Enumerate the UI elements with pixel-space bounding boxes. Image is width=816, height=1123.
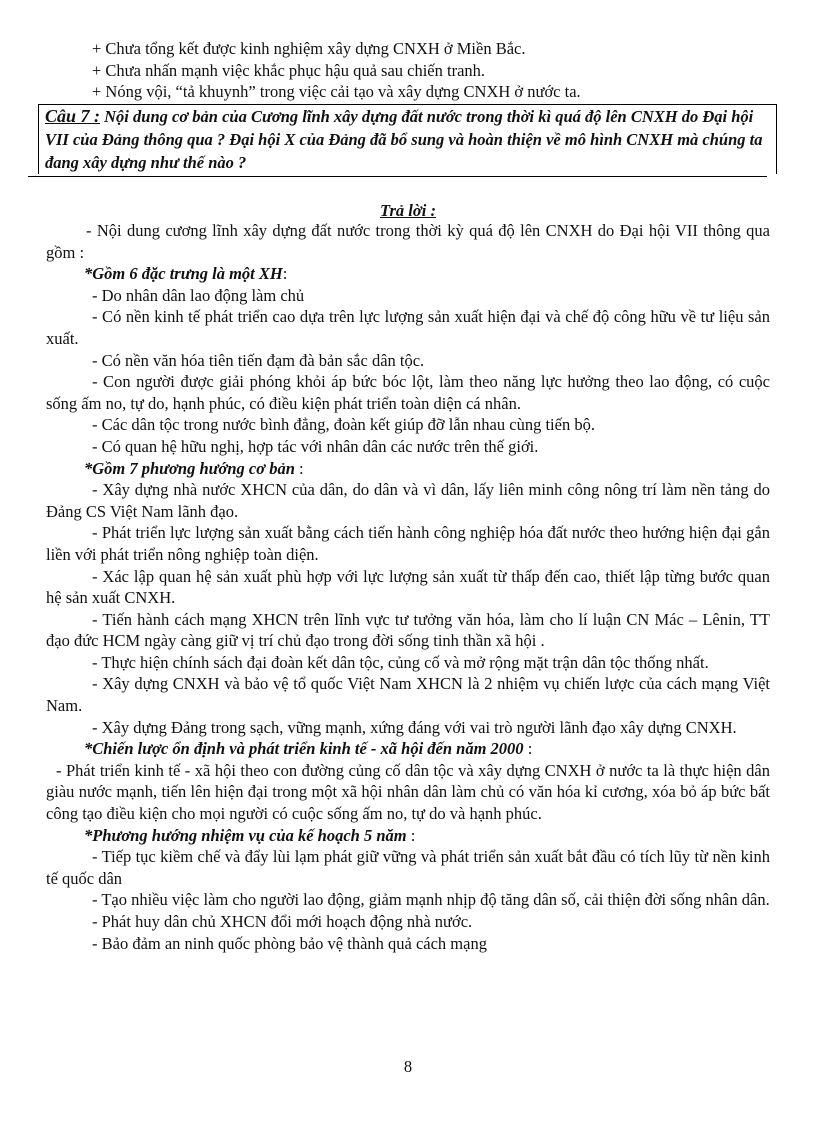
question-body: Nội dung cơ bản của Cương lĩnh xây dựng đất nước trong thời kì quá độ lên CNXH do Đại hội VII của Đảng thông qua ? Đại hội X của Đảng đã bổ sung và hoàn thiện về mô hình CNXH mà chúng ta đang xây dựng như thế nào ? <box>45 107 763 172</box>
list-item: - Tạo nhiều việc làm cho người lao động, giảm mạnh nhịp độ tăng dân số, cải thiện đời sống nhân dân. <box>92 890 770 910</box>
list-item: - Con người được giải phóng khỏi áp bức bóc lột, làm theo năng lực hưởng theo lao động, có cuộc sống ấm no, tự do, hạnh phúc, có điều kiện phát triển toàn diện cá nhân. <box>46 372 770 413</box>
list-item: - Tiếp tục kiềm chế và đẩy lùi lạm phát giữ vững và phát triển sản xuất bắt đầu có tích lũy từ nền kinh tế quốc dân <box>46 847 770 888</box>
list-item: - Thực hiện chính sách đại đoàn kết dân tộc, củng cố và mở rộng mặt trận dân tộc thống nhất. <box>92 652 709 672</box>
list-item: - Xây dựng Đảng trong sạch, vững mạnh, xứng đáng với vai trò người lãnh đạo xây dựng CNXH. <box>92 717 737 737</box>
list-item: - Có nền văn hóa tiên tiến đạm đà bản sắc dân tộc. <box>92 350 425 370</box>
section-heading: *Chiến lược ổn định và phát triển kinh tế - xã hội đến năm 2000 : <box>84 739 533 759</box>
list-item: - Phát triển lực lượng sản xuất bằng cách tiến hành công nghiệp hóa đất nước theo hướng hiện đại gắn liền với phát triển nông nghiệp toàn diện. <box>46 523 770 564</box>
previous-answer-bullets <box>92 38 782 103</box>
section-title: *Chiến lược ổn định và phát triển kinh tế - xã hội đến năm 2000 <box>84 739 524 759</box>
list-item: - Do nhân dân lao động làm chủ <box>92 285 305 305</box>
section-heading: *Phương hướng nhiệm vụ của kế hoạch 5 năm : <box>84 825 416 845</box>
list-item: - Các dân tộc trong nước bình đẳng, đoàn kết giúp đỡ lẫn nhau cùng tiến bộ. <box>92 415 595 435</box>
intro-paragraph: - Nội dung cương lĩnh xây dựng đất nước trong thời kỳ quá độ lên CNXH do Đại hội VII thông qua gồm : <box>46 221 770 262</box>
question-label: Câu 7 : <box>45 106 101 126</box>
list-item: - Xác lập quan hệ sản xuất phù hợp với lực lượng sản xuất từ thấp đến cao, thiết lập từng bước quan hệ sản xuất CNXH. <box>46 566 770 608</box>
list-item: - Xây dựng CNXH và bảo vệ tổ quốc Việt Nam XHCN là 2 nhiệm vụ chiến lược của cách mạng Việt Nam. <box>46 674 770 716</box>
list-item: - Phát huy dân chủ XHCN đổi mới hoạch động nhà nước. <box>92 912 473 931</box>
list-item: - Phát triển kinh tế - xã hội theo con đường củng cố dân tộc và xây dựng CNXH ở nước ta là thực hiện dân giàu nước mạnh, tiến lên hiện đại trong một xã hội nhân dân làm chủ có văn hóa kỉ cương, xóa bỏ áp bức bất công tạo điều kiện cho mọi người có cuộc sống ấm no, tự do và hạnh phúc. <box>46 760 770 824</box>
question-text <box>45 105 776 174</box>
section-title: *Gồm 6 đặc trưng là một XH <box>84 264 283 284</box>
answer-body <box>46 220 770 954</box>
list-item: - Bảo đảm an ninh quốc phòng bảo vệ thành quả cách mạng <box>92 933 487 953</box>
bullet-line: + Chưa tổng kết được kinh nghiệm xây dựng CNXH ở Miền Bắc. <box>92 39 526 58</box>
bullet-line: + Nóng vội, “tả khuynh” trong việc cải tạo và xây dựng CNXH ở nước ta. <box>92 82 581 102</box>
list-item: - Có quan hệ hữu nghị, hợp tác với nhân dân các nước trên thế giới. <box>92 436 539 456</box>
question-box-bottom-border <box>28 176 767 177</box>
question-box <box>38 104 777 174</box>
answer-heading: Trả lời : <box>380 201 436 220</box>
page-number: 8 <box>403 1057 413 1076</box>
section-title: *Gồm 7 phương hướng cơ bản <box>84 458 295 478</box>
section-heading: *Gồm 6 đặc trưng là một XH: <box>84 264 288 284</box>
section-heading: *Gồm 7 phương hướng cơ bản : <box>84 458 304 478</box>
section-title: *Phương hướng nhiệm vụ của kế hoạch 5 năm <box>84 825 407 845</box>
list-item: - Tiến hành cách mạng XHCN trên lĩnh vực tư tưởng văn hóa, làm cho lí luận CN Mác – Lênin, TT đạo đức HCM ngày càng giữ vị trí chủ đạo trong đời sống tinh thần xã hội . <box>46 609 770 651</box>
list-item: - Có nền kinh tế phát triển cao dựa trên lực lượng sản xuất hiện đại và chế độ công hữu về tư liệu sản xuất. <box>46 307 770 348</box>
bullet-line: + Chưa nhấn mạnh việc khắc phục hậu quả sau chiến tranh. <box>92 60 486 80</box>
list-item: - Xây dựng nhà nước XHCN của dân, do dân và vì dân, lấy liên minh công nông trí làm nền tảng do Đảng CS Việt Nam lãnh đạo. <box>46 480 770 521</box>
